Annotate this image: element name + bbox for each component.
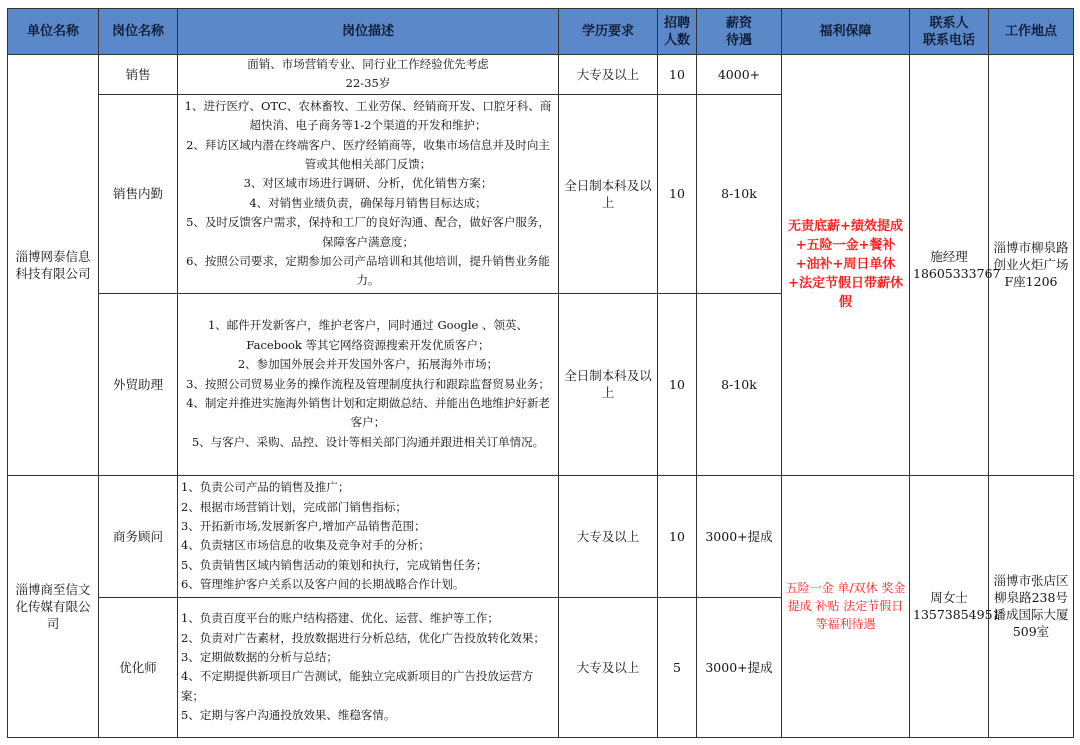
header-position: 岗位名称 [99,9,178,55]
desc-line: 3、对区域市场进行调研、分析，优化销售方案； [243,176,493,191]
header-salary-line2: 待遇 [725,32,752,48]
header-count-line1: 招聘 [663,15,690,31]
desc-line: 1、负责公司产品的销售及推广； [181,480,350,495]
benefits [782,55,910,476]
header-contact-line2: 联系电话 [922,32,975,48]
work-location: 淄博市柳泉路创业火炬广场F座1206 [989,55,1074,476]
job-title: 商务顾问 [99,475,178,597]
header-contact-line1: 联系人 [929,15,969,31]
desc-line: 2、参加国外展会并开发国外客户，拓展海外市场； [237,357,499,372]
desc-line: 22-35岁 [345,76,391,91]
contact-name: 施经理 [930,248,968,264]
salary: 3000+提成 [697,597,782,737]
header-description: 岗位描述 [178,9,559,55]
job-description [178,55,559,95]
job-description [178,597,559,737]
desc-line: 1、邮件开发新客户，维护老客户，同时通过 Google 、领英、Facebook 等其它网络资源搜索开发优质客户； [207,318,528,352]
desc-line: 1、进行医疗、OTC、农林畜牧、工业劳保、经销商开发、口腔牙科、商超快消、电子商务等1-2个渠道的开发和维护； [184,98,552,133]
benefits-text: 无责底薪+绩效提成+五险一金+餐补+油补+周日单休+法定节假日带薪休假 [788,219,903,311]
desc-line: 6、管理维护客户关系以及客户间的长期战略合作计划。 [181,577,465,592]
desc-line: 面销、市场营销专业、同行业工作经验优先考虑 [247,57,489,71]
desc-line: 4、对销售业绩负责，确保每月销售目标达成； [249,195,487,210]
desc-line: 3、开拓新市场,发展新客户,增加产品销售范围； [181,518,426,533]
hire-count: 10 [658,94,697,293]
education-requirement: 大专及以上 [559,597,658,737]
table-row [8,55,1074,95]
job-description [178,293,559,475]
job-title: 销售 [99,55,178,95]
job-title: 销售内勤 [99,94,178,293]
header-contact [910,9,989,55]
work-location: 淄博市张店区柳泉路238号潘成国际大厦509室 [989,475,1074,737]
desc-line: 4、负责辖区市场信息的收集及竞争对手的分析； [181,538,430,553]
salary: 4000+ [697,55,782,95]
company-name: 淄博商至信文化传媒有限公司 [8,475,99,737]
job-description [178,475,559,597]
contact-phone: 18605333767 [913,265,1001,281]
header-company: 单位名称 [8,9,99,55]
desc-line: 5、负责销售区域内销售活动的策划和执行，完成销售任务； [181,557,488,572]
header-salary [697,9,782,55]
header-count [658,9,697,55]
education-requirement: 大专及以上 [559,475,658,597]
header-education: 学历要求 [559,9,658,55]
header-row [8,9,1074,55]
header-benefits: 福利保障 [782,9,910,55]
desc-line: 4、不定期提供新项目广告测试，能独立完成新项目的广告投放运营方案； [181,669,534,703]
contact [910,475,1001,737]
salary: 3000+提成 [697,475,782,597]
education-requirement: 大专及以上 [559,55,658,95]
benefits-text: 五险一金 单/双休 奖金 提成 补贴 法定节假日等福利待遇 [785,581,906,632]
desc-line: 2、负责对广告素材，投放数据进行分析总结，优化广告投放转化效果； [181,630,545,645]
job-title: 外贸助理 [99,293,178,475]
desc-line: 2、拜访区域内潜在终端客户、医疗经销商等，收集市场信息并及时向主管或其他相关部门反馈； [186,137,550,171]
job-description [178,94,559,293]
hire-count: 5 [658,597,697,737]
desc-line: 3、按照公司贸易业务的操作流程及管理制度执行和跟踪监督贸易业务； [186,376,550,391]
desc-line: 6、按照公司要求，定期参加公司产品培训和其他培训，提升销售业务能力。 [186,254,550,288]
desc-line: 1、负责百度平台的账户结构搭建、优化、运营、维护等工作； [181,611,499,626]
desc-line: 2、根据市场营销计划，完成部门销售指标； [181,499,407,514]
desc-line: 5、定期与客户沟通投放效果、维稳客情。 [181,708,396,723]
contact-phone: 13573854951 [913,607,1001,623]
salary: 8-10k [697,94,782,293]
desc-line: 5、及时反馈客户需求，保持和工厂的良好沟通、配合，做好客户服务，保障客户满意度； [186,215,550,249]
desc-line: 4、制定并推进实施海外销售计划和定期做总结、并能出色地维护好新老客户； [186,396,550,430]
recruitment-table [7,8,1074,738]
hire-count: 10 [658,475,697,597]
hire-count: 10 [658,293,697,475]
salary: 8-10k [697,293,782,475]
header-salary-line1: 薪资 [725,15,752,31]
desc-line: 5、与客户、采购、品控、设计等相关部门沟通并跟进相关订单情况。 [191,434,545,449]
education-requirement: 全日制本科及以上 [559,94,658,293]
header-location: 工作地点 [989,9,1074,55]
table-row [8,475,1074,597]
benefits [782,475,910,737]
header-count-line2: 人数 [663,32,690,48]
hire-count: 10 [658,55,697,95]
education-requirement: 全日制本科及以上 [559,293,658,475]
contact-name: 周女士 [930,590,968,606]
desc-line: 3、定期做数据的分析与总结； [181,649,338,664]
contact [910,55,1001,476]
job-title: 优化师 [99,597,178,737]
company-name: 淄博网泰信息科技有限公司 [8,55,99,476]
